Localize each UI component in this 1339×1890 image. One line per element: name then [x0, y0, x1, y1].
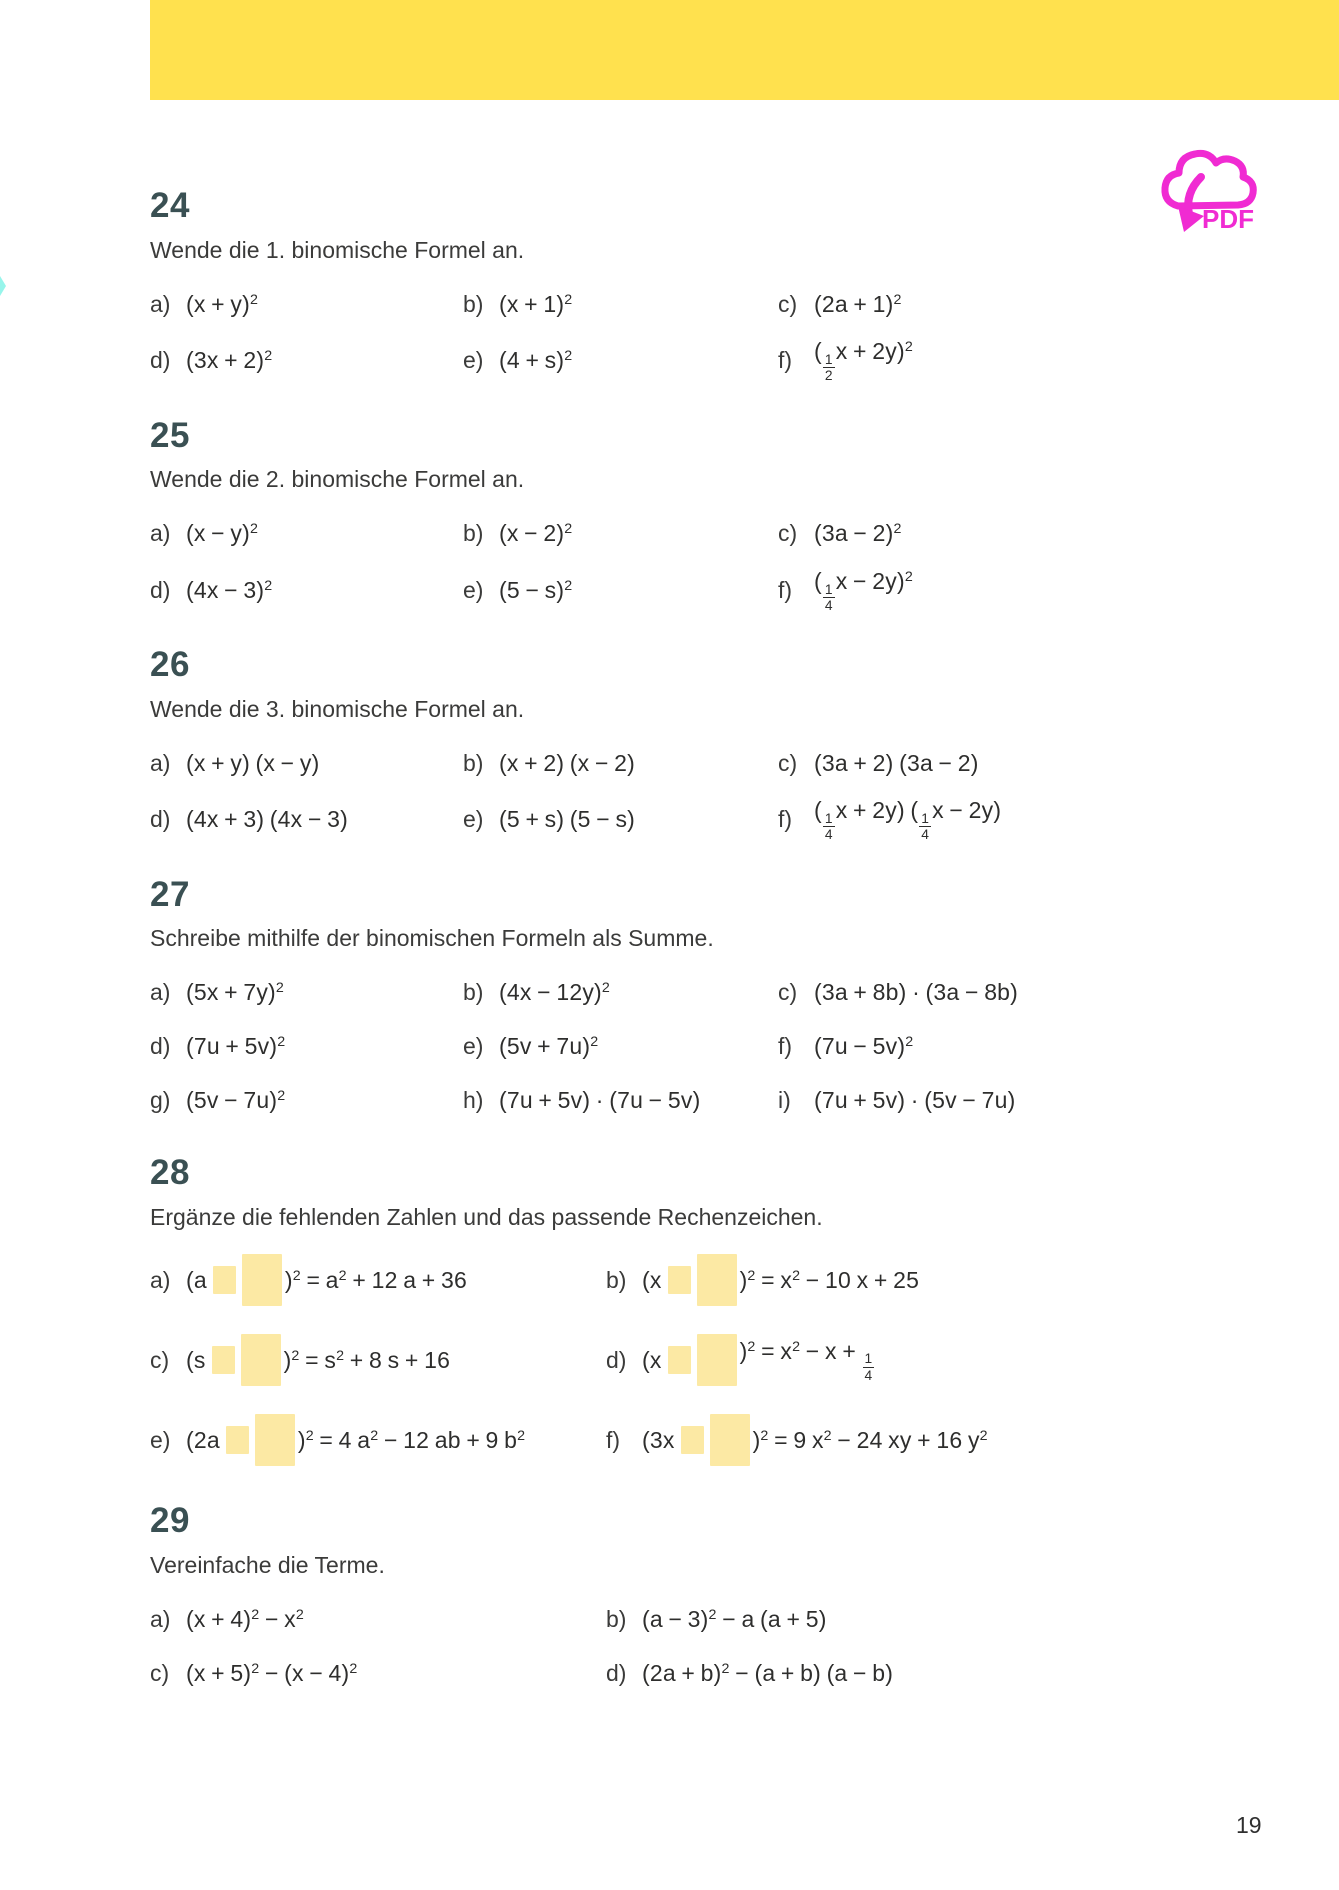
math-item-24d: [150, 338, 463, 383]
math-expression-prefix: (a: [186, 1266, 207, 1293]
math-item-27g: [150, 1081, 463, 1121]
math-expression-prefix: (2a: [186, 1426, 220, 1453]
answer-box-operator: [212, 1346, 235, 1374]
math-expression: $(5 - s)^2$: [499, 576, 573, 603]
math-expression-prefix: (s: [186, 1346, 206, 1373]
math-item-24c: [778, 284, 1210, 324]
math-item-28b: [606, 1251, 1210, 1309]
math-expression: $(5v + 7u)^2$: [499, 1033, 599, 1060]
math-item-26b: [463, 743, 778, 783]
item-label: a): [150, 749, 171, 776]
exercise-number: 26: [150, 645, 190, 685]
math-expression-suffix: )$^2$ = 4 $a^2 - 12$ ab + 9 $b^2$: [297, 1426, 526, 1453]
math-item-27f: [778, 1027, 1210, 1067]
exercise-number: 25: [150, 415, 190, 455]
math-item-24a: [150, 284, 463, 324]
item-label: b): [606, 1266, 627, 1293]
item-label: a): [150, 290, 171, 317]
math-expression: $(4x - 3)^2$: [186, 576, 273, 603]
math-item-26e: [463, 797, 778, 842]
item-label: g): [150, 1087, 171, 1114]
item-label: c): [778, 290, 798, 317]
math-item-24e: [463, 338, 778, 383]
item-label: c): [150, 1660, 170, 1687]
answer-box-operator: [668, 1266, 691, 1294]
item-label: d): [606, 1660, 627, 1687]
math-expression: $(3x + 2)^2$: [186, 347, 273, 374]
math-expression: $(x - 2)^2$: [499, 520, 573, 547]
math-expression: $(x + 5)^2 - (x - 4)^2$: [186, 1660, 358, 1687]
math-item-29a: [150, 1600, 606, 1640]
math-expression: $(7u + 5v)^2$: [186, 1033, 286, 1060]
exercise-items: [150, 973, 1210, 1121]
math-item-28a: [150, 1251, 606, 1309]
exercise-instruction: Wende die 1. binomische Formel an.: [150, 236, 525, 263]
math-expression: ( $\frac{1}{4}$ x − 2y)$^2$: [814, 567, 913, 613]
item-label: e): [463, 347, 484, 374]
item-label: c): [778, 979, 798, 1006]
item-label: c): [778, 749, 798, 776]
math-item-25b: [463, 514, 778, 554]
math-expression: $(4x - 12y)^2$: [499, 979, 611, 1006]
exercise-items: [150, 1600, 1210, 1694]
math-item-29d: [606, 1654, 1210, 1694]
item-label: f): [778, 347, 793, 374]
item-label: b): [463, 520, 484, 547]
item-label: d): [150, 347, 171, 374]
math-item-26a: [150, 743, 463, 783]
exercise-items: [150, 514, 1210, 613]
answer-box-operator: [226, 1426, 249, 1454]
math-item-25f: [778, 568, 1210, 613]
item-label: b): [463, 290, 484, 317]
item-label: a): [150, 979, 171, 1006]
item-label: e): [463, 1033, 484, 1060]
exercise-items: [150, 743, 1210, 842]
exercise-items: [150, 284, 1210, 383]
math-expression: $(x - y)^2$: [186, 520, 259, 547]
exercise-instruction: Wende die 2. binomische Formel an.: [150, 466, 525, 493]
item-label: i): [778, 1087, 791, 1114]
math-item-26c: [778, 743, 1210, 783]
item-label: d): [150, 806, 171, 833]
exercise-instruction: Schreibe mithilfe der binomischen Formeln als Summe.: [150, 925, 714, 952]
exercise-29: [150, 1503, 1210, 1693]
math-expression-suffix: )$^2$ = 9 $x^2 - 24$ xy + 16 $y^2$: [752, 1426, 988, 1453]
math-item-27a: [150, 973, 463, 1013]
item-label: b): [606, 1606, 627, 1633]
exercise-instruction: Ergänze die fehlenden Zahlen und das passende Rechenzeichen.: [150, 1203, 823, 1230]
item-label: b): [463, 749, 484, 776]
math-expression-suffix: )$^2 = x^2 - 10$ x + 25: [739, 1266, 920, 1293]
math-item-27h: [463, 1081, 778, 1121]
exercise-number: 28: [150, 1152, 190, 1192]
math-expression-suffix: )$^2 = x^2 - x$ + $\frac{1}{4}$: [739, 1337, 873, 1383]
math-item-27b: [463, 973, 778, 1013]
math-item-25a: [150, 514, 463, 554]
answer-box-number: [697, 1254, 737, 1306]
math-expression: (4x + 3) (4x − 3): [186, 806, 349, 833]
math-item-29b: [606, 1600, 1210, 1640]
pdf-badge-label: PDF: [1202, 204, 1254, 234]
math-expression: (3a + 2) (3a − 2): [814, 749, 979, 776]
item-label: d): [606, 1346, 627, 1373]
answer-box-number: [710, 1414, 750, 1466]
math-expression-prefix: (x: [642, 1266, 662, 1293]
math-item-27c: [778, 973, 1210, 1013]
math-expression-suffix: )$^2 = a^2 + 12$ a + 36: [284, 1266, 467, 1293]
math-expression: $(2a + b)^2 - (a + b)$ (a − b): [642, 1660, 894, 1687]
item-label: a): [150, 520, 171, 547]
exercise-instruction: Vereinfache die Terme.: [150, 1551, 385, 1578]
math-expression: (7u + 5v) · (7u − 5v): [499, 1087, 701, 1114]
math-expression: ( $\frac{1}{2}$ x + 2y)$^2$: [814, 338, 913, 384]
exercise-number: 24: [150, 186, 190, 225]
math-item-29c: [150, 1654, 606, 1694]
math-item-24b: [463, 284, 778, 324]
math-expression: $(5x + 7y)^2$: [186, 979, 285, 1006]
math-expression-prefix: (3x: [642, 1426, 675, 1453]
math-expression: $(x + 1)^2$: [499, 290, 573, 317]
math-item-28c: [150, 1331, 606, 1389]
math-item-28e: [150, 1411, 606, 1469]
answer-box-operator: [681, 1426, 704, 1454]
math-expression: (5 + s) (5 − s): [499, 806, 636, 833]
item-label: f): [778, 1033, 793, 1060]
item-label: c): [778, 520, 798, 547]
item-label: b): [463, 979, 484, 1006]
math-item-26f: [778, 797, 1210, 842]
exercise-26: [150, 647, 1210, 843]
exercise-number: 29: [150, 1501, 190, 1541]
math-expression: $(x + y)^2$: [186, 290, 259, 317]
math-item-25e: [463, 568, 778, 613]
answer-box-number: [255, 1414, 295, 1466]
math-expression: ( $\frac{1}{4}$ x + 2y) ( $\frac{1}{4}$ x − 2y): [814, 797, 1002, 843]
exercise-27: [150, 874, 1210, 1121]
answer-box-number: [697, 1334, 737, 1386]
page-number: 19: [1236, 1812, 1262, 1838]
math-item-28d: [606, 1331, 1210, 1389]
answer-box-operator: [213, 1266, 236, 1294]
math-item-25d: [150, 568, 463, 613]
exercise-list: [150, 0, 1210, 1694]
item-label: a): [150, 1606, 171, 1633]
math-expression: (x + y) (x − y): [186, 749, 320, 776]
exercise-25: [150, 415, 1210, 614]
item-label: e): [150, 1426, 171, 1453]
item-label: a): [150, 1266, 171, 1293]
math-expression: $(a - 3)^2 - a$ (a + 5): [642, 1606, 827, 1633]
answer-box-number: [241, 1334, 281, 1386]
math-item-28f: [606, 1411, 1210, 1469]
exercise-instruction: Wende die 3. binomische Formel an.: [150, 695, 525, 722]
math-expression-suffix: )$^2 = s^2 + 8$ s + 16: [283, 1346, 451, 1373]
math-item-26d: [150, 797, 463, 842]
exercise-items: [150, 1251, 1210, 1469]
item-label: h): [463, 1087, 484, 1114]
exercise-number: 27: [150, 874, 190, 914]
math-expression: $(5v - 7u)^2$: [186, 1087, 286, 1114]
math-expression: (7u + 5v) · (5v − 7u): [814, 1087, 1016, 1114]
page-edge-mark: [0, 276, 6, 296]
math-item-25c: [778, 514, 1210, 554]
item-label: f): [778, 806, 793, 833]
math-expression: $(x + 4)^2 - x^2$: [186, 1606, 305, 1633]
math-expression: (x + 2) (x − 2): [499, 749, 636, 776]
item-label: f): [778, 576, 793, 603]
item-label: f): [606, 1426, 621, 1453]
item-label: d): [150, 576, 171, 603]
item-label: d): [150, 1033, 171, 1060]
item-label: e): [463, 806, 484, 833]
answer-box-number: [242, 1254, 282, 1306]
answer-box-operator: [668, 1346, 691, 1374]
math-item-24f: [778, 338, 1210, 383]
math-expression: (3a + 8b) · (3a − 8b): [814, 979, 1019, 1006]
exercise-28: [150, 1152, 1210, 1469]
math-expression: $(2a + 1)^2$: [814, 290, 902, 317]
item-label: e): [463, 576, 484, 603]
math-expression: $(4 + s)^2$: [499, 347, 573, 374]
math-expression-prefix: (x: [642, 1346, 662, 1373]
item-label: c): [150, 1346, 170, 1373]
math-item-27i: [778, 1081, 1210, 1121]
math-expression: $(7u - 5v)^2$: [814, 1033, 914, 1060]
math-expression: $(3a - 2)^2$: [814, 520, 902, 547]
math-item-27e: [463, 1027, 778, 1067]
exercise-24: [150, 188, 1210, 384]
math-item-27d: [150, 1027, 463, 1067]
